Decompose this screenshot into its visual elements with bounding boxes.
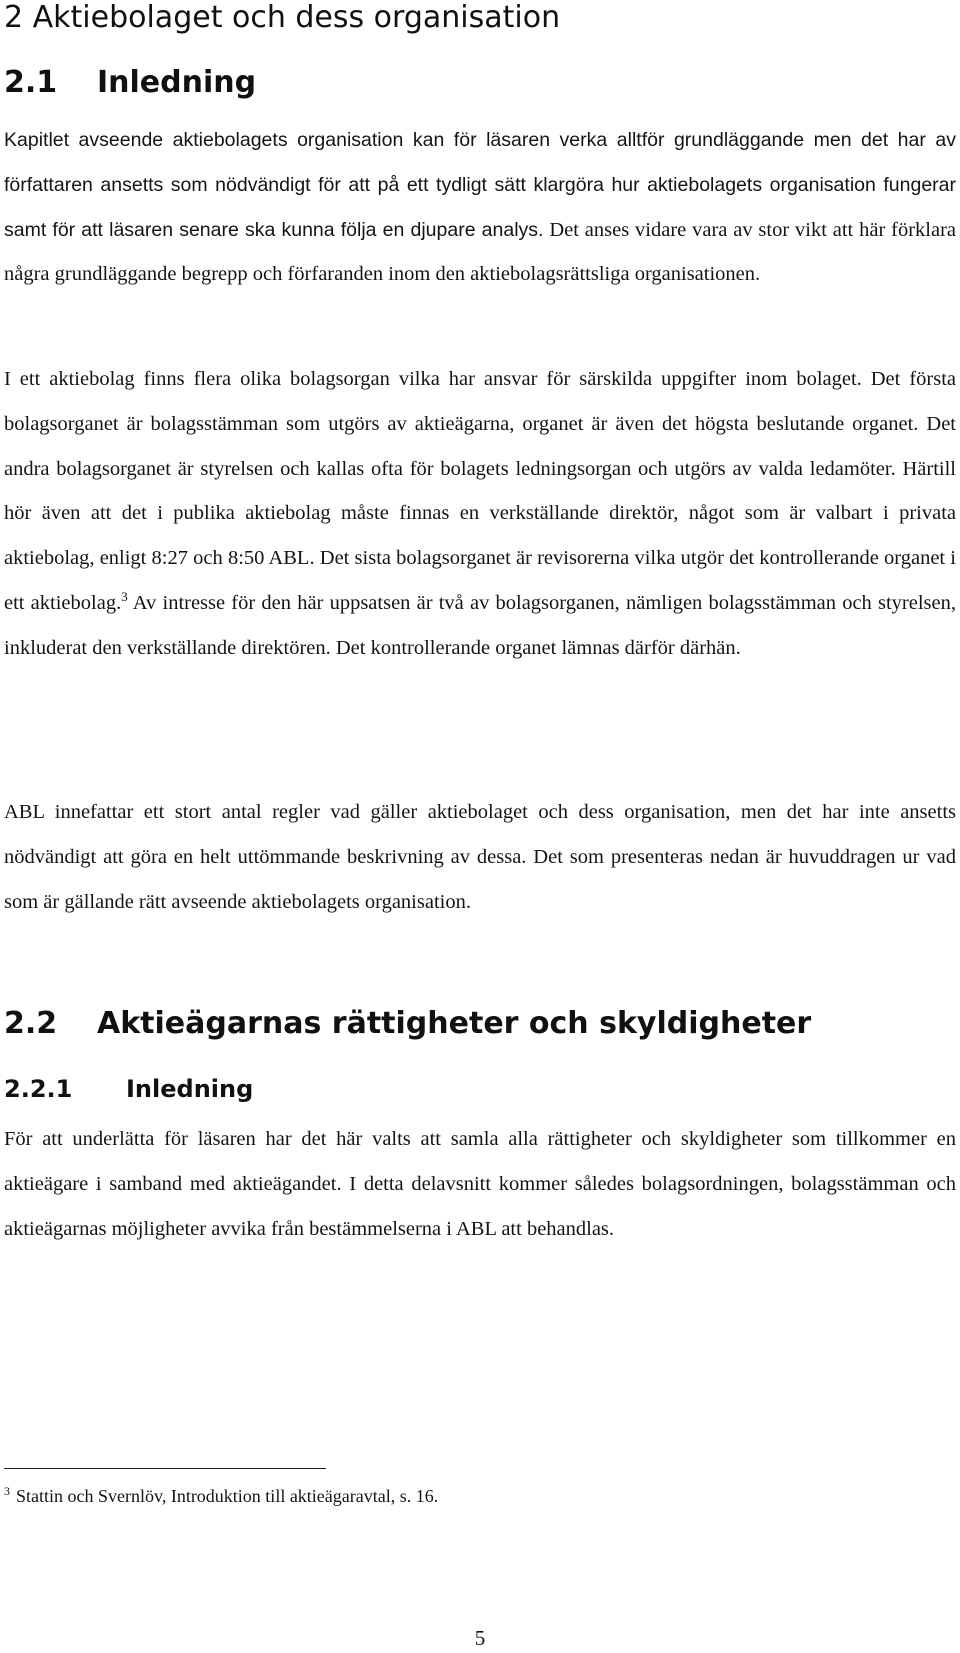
intro-text-sans: Kapitlet avseende aktiebolagets organisation kan för läsaren verka alltför grundläggande men det har av författaren ansetts som nödvändigt för att på ett tydligt sätt klargöra hur aktiebolagets organisation fungerar samt för att läsaren senare ska kunna följa en djupare analys. (4, 129, 956, 241)
organs-text-b: Av intresse för den här uppsatsen är två av bolagsorganen, nämligen bolagsstämman och styrelsen, inkluderat den verkställande direktören. Det kontrollerande organet lämnas därför därhän. (4, 591, 956, 659)
section-title: Aktieägarnas rättigheter och skyldigheter (97, 1006, 812, 1041)
footnote-text: Stattin och Svernlöv, Introduktion till aktieägaravtal, s. 16. (16, 1486, 439, 1506)
section-number: 2.2.1 (4, 1075, 73, 1103)
section-heading-2-1 (4, 65, 256, 100)
section-number: 2.1 (4, 65, 58, 100)
intro-paragraph (4, 118, 956, 297)
organs-paragraph (4, 357, 956, 671)
section-title: Inledning (126, 1075, 254, 1103)
section-number: 2.2 (4, 1006, 58, 1041)
abl-paragraph: ABL innefattar ett stort antal regler vad gäller aktiebolaget och dess organisation, men det har inte ansetts nödvändigt att göra en helt uttömmande beskrivning av dessa. Det som presenteras nedan är huvuddragen ur vad som är gällande rätt avseende aktiebolagets organisation. (4, 801, 956, 913)
footnote-divider (4, 1468, 326, 1469)
chapter-heading: 2 Aktiebolaget och dess organisation (4, 0, 561, 35)
rights-paragraph: För att underlätta för läsaren har det här valts att samla alla rättigheter och skyldigheter som tillkommer en aktieägare i samband med aktieägandet. I detta delavsnitt kommer således bolagsordningen, bolagsstämman och aktieägarnas möjligheter avvika från bestämmelserna i ABL att behandlas. (4, 1128, 956, 1240)
footnote-number: 3 (4, 1484, 10, 1498)
section-heading-2-2-1 (4, 1075, 253, 1103)
organs-text-a: I ett aktiebolag finns flera olika bolagsorgan vilka har ansvar för särskilda uppgifter inom bolaget. Det första bolagsorganet är bolagsstämman som utgörs av aktieägarna, organet är även det högsta beslutande organet. Det andra bolagsorganet är styrelsen och kallas ofta för bolagets ledningsorgan och utgörs av valda ledamöter. Härtill hör även att det i publika aktiebolag måste finnas en verkställande direktör, något som är valbart i privata aktiebolag, enligt 8:27 och 8:50 ABL. Det sista bolagsorganet är revisorerna vilka utgör det kontrollerande organet i ett aktiebolag. (4, 368, 956, 614)
footnote (4, 1484, 438, 1508)
section-heading-2-2 (4, 1006, 811, 1041)
section-title: Inledning (97, 65, 257, 100)
footnote-reference[interactable]: 3 (121, 589, 128, 605)
page-number: 5 (474, 1626, 486, 1650)
intro-text-serif: Det anses vidare vara av stor vikt att här förklara några grundläggande begrepp och förfaranden inom den aktiebolagsrättsliga organisationen. (4, 218, 956, 286)
